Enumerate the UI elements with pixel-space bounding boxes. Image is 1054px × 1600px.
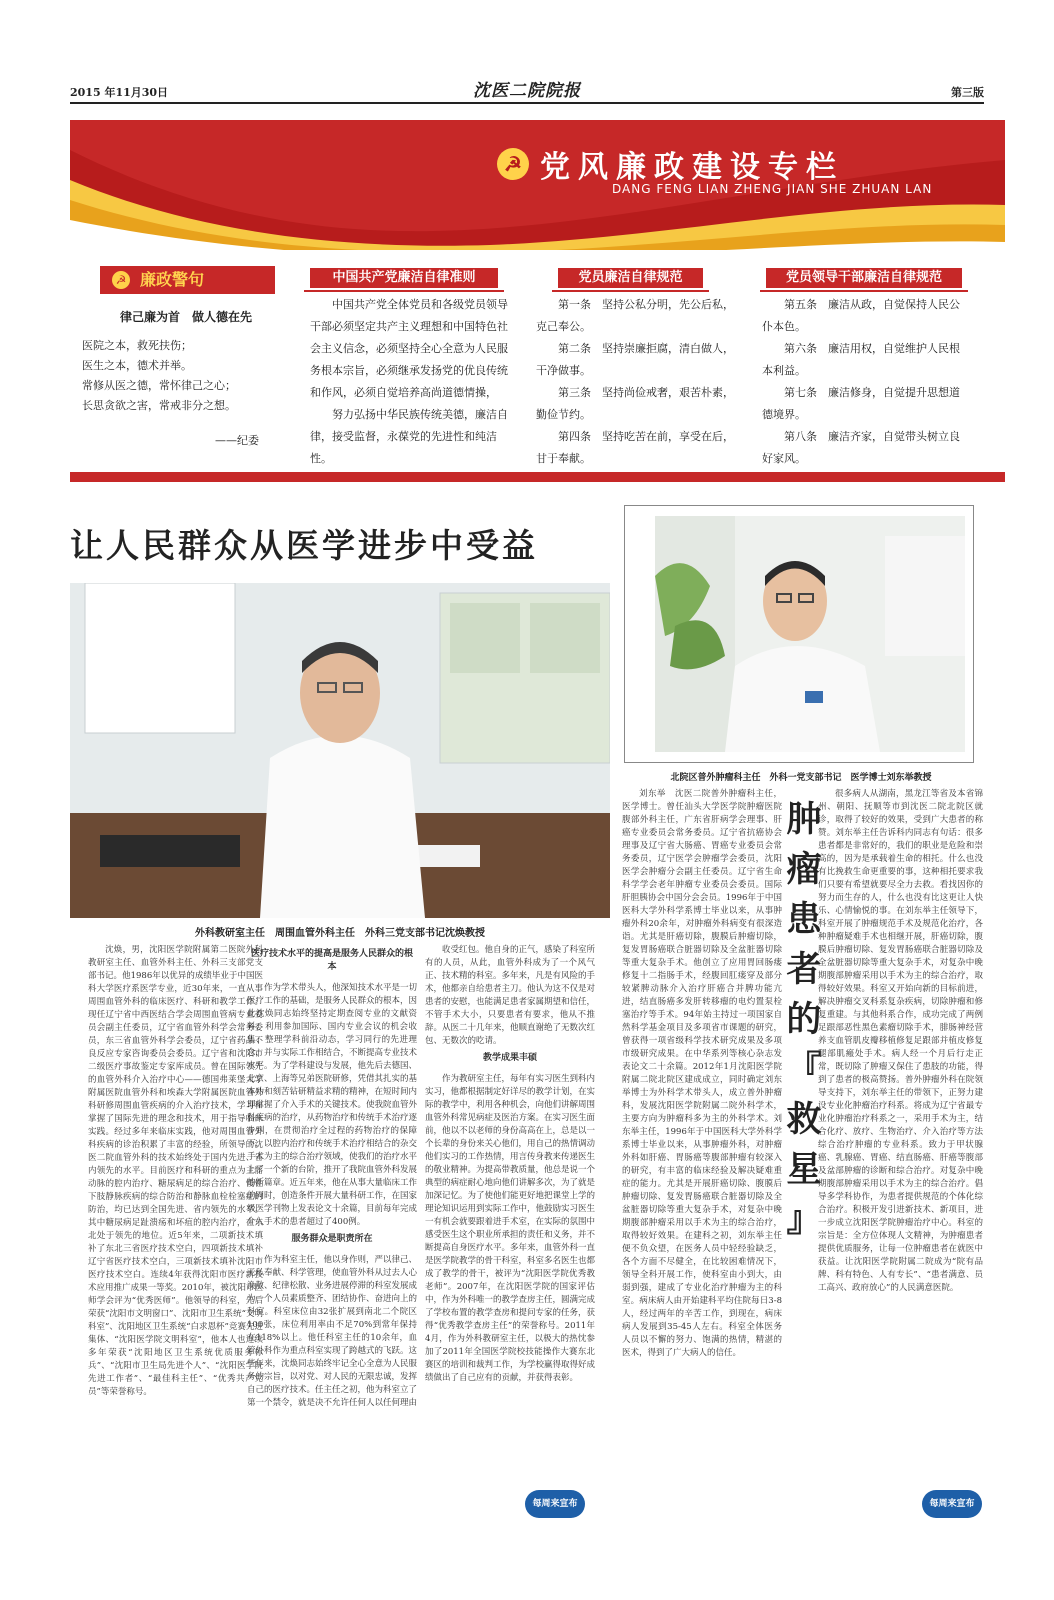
- headline-char: 患: [786, 900, 822, 940]
- members-articles: [536, 294, 741, 470]
- code-heading: 中国共产党廉洁自律准则: [310, 268, 498, 288]
- section-subheading: 教学成果丰硕: [482, 1053, 537, 1063]
- doctor-photo-liu: [655, 516, 965, 752]
- headline-char: 瘤: [786, 850, 822, 890]
- article-paragraph: 沈焕，男，沈阳医学院附属第二医院外科教研室主任、血管外科主任、外科三支部党支部书记。他1986年以优异的成绩毕业于中国医科大学医疗系医学专业，近30年来，一直从事周围血管外科的临床医疗、科研和教学工作。现任辽宁省中西医结合学会周围血管病专业委员会副主任委员，辽宁省血管外科学会常务委员，东三省血管外科学会委员，辽宁省药品不良反应专家咨询委员会委员。辽宁省和沈阳市二级医疗事故鉴定专家库成员。曾在国际领先的血管外科介入治疗中心——德国弗莱堡大学附属医院血管外科和埃森大学附属医院血管外科研修周围血管疾病的介入治疗技术，学习和掌握了国际先进的理念和技术，用于指导临床实践。经过多年来临床实践，他对周围血管外科疾病的诊治积累了丰富的经验，所领导的沈医二院血管外科的技术始终处于国内先进、省内领先的水平。目前医疗和科研的重点为主髂动脉的腔内治疗、糖尿病足的综合治疗、慢性下肢静脉疾病的综合防治和静脉血栓栓塞症的防治，均已达到全国先进、省内领先的水平。其中糖尿病足趾溃疡和坏疽的腔内治疗，在东北处于领先的地位。近5年来，二项新技术填补了东北三省医疗技术空白，四项新技术填补辽宁省医疗技术空白，三项新技术填补沈阳市医疗技术空白。连续4年获得沈阳市医疗新技术应用推广成果一等奖。2010年，被沈阳市医师学会评为“优秀医师”。他领导的科室，先后荣获“沈阳市文明窗口”、沈阳市卫生系统“文明科室”、沈阳地区卫生系统“白求恩杯”竞赛先进集体、“沈阳医学院文明科室”，他本人也连续多年荣获“沈阳地区卫生系统优质服务标兵”、“沈阳市卫生局先进个人”、“沈阳医学院先进工作者”、“最佳科主任”、“优秀共产党员”等荣誉称号。: [88, 945, 263, 1397]
- masthead: [70, 76, 984, 104]
- article-item: 第六条 廉洁用权，自觉维护人民根本利益。: [762, 342, 960, 377]
- article-item: 第二条 坚持崇廉拒腐，清白做人，干净做事。: [536, 342, 734, 377]
- article-item: 第七条 廉洁修身，自觉提升思想道德境界。: [762, 386, 960, 421]
- motto-lines: [82, 336, 236, 416]
- article-item: 第一条 坚持公私分明，先公后私，克己奉公。: [536, 298, 734, 333]
- banner-title: 党风廉政建设专栏: [540, 150, 844, 185]
- headline-char: 的: [786, 1000, 822, 1040]
- motto-line: 医院之本，救死扶伤；: [82, 339, 192, 352]
- photo-caption-shen: 外科教研室主任 周围血管外科主任 外科三党支部书记沈焕教授: [195, 928, 485, 939]
- article2-column-1: [622, 788, 782, 1360]
- headline-char: 者: [786, 950, 822, 990]
- headline-char: 星: [786, 1150, 822, 1190]
- banner-pinyin: DANG FENG LIAN ZHENG JIAN SHE ZHUAN LAN: [612, 182, 933, 196]
- regulations-panel: [70, 250, 1005, 482]
- headline-char: 『: [786, 1050, 822, 1090]
- members-heading: 党员廉洁自律规范: [558, 268, 703, 288]
- article-paragraph: 作为科室主任，他以身作则，严以律己、无私奉献、科学管理，使血管外科从过去人心涣散、纪律松散、业务进展停滞的科室发展成为一个人员素质整齐、团结协作、奋进向上的科室。科室床位由32张扩展到南北二个院区100张，床位利用率由不足70%到常年保持在118%以上。他任科室主任的10余年，血管外科作为重点科室实现了跨越式的飞跃。这些年来，沈焕同志始终牢记全心全意为人民服务的宗旨，以对党、对人民的无限忠诚，发挥自己的医疗技术。任主任之初，他为科室立了第一个禁令，就是决不允许任何人以任何理由: [247, 1255, 418, 1408]
- article-paragraph: 收受红包。他自身的正气，感染了科室所有的人员，从此，血管外科成为了一个风气正、技术精的科室。多年来，凡是有风险的手术，他都亲自给患者主刀。他认为这不仅是对患者的安慰，也能满足患者家属期望和信任，不管手术大小，只要患者有要求，他从不推辞。从医二十几年来，他顺直谢绝了无数次红包、无数次的吃请。: [425, 945, 596, 1046]
- article1-column-2: [247, 944, 417, 1410]
- motto-tag-label: 廉政警句: [140, 270, 205, 289]
- edition-label: 第三版: [951, 86, 984, 99]
- motto-signature: ——纪委: [215, 434, 259, 447]
- article-item: 第八条 廉洁齐家，自觉带头树立良好家风。: [762, 430, 960, 465]
- article-item: 第三条 坚持尚俭戒奢，艰苦朴素，勤俭节约。: [536, 386, 734, 421]
- article-paragraph: 作为教研室主任，每年有实习医生到科内实习，他都根据制定好详尽的教学计划，在实际的教学中，利用各种机会，向他们讲解周围血管外科常见病症及医治方案。在实习医生面前，他以不以老师的身份高高在上，总是以一个长辈的身份来关心他们，用自己的热情调动他们实习的工作热情，用言传身教来传递医生的敬业精神。为提高带教质量，他总是说一个典型的病症耐心地向他们讲解多次，为了就是加深记忆。为了使他们能更好地把课堂上学的理论知识运用到实际工作中，他鼓励实习医生一有机会就要跟着进手术室，在实际的氛围中感受医生这个职业所承担的责任和义务，并不断提高自身医疗水平。多年来，血管外科一直是医学院教学的骨干科室，科室多名医生也都成了教学的骨干，被评为“沈阳医学院优秀教老师”。2007年，在沈阳医学院的国家评估中，作为外科唯一的教学查房主任，圆满完成了学校布置的教学查房和提问专家的任务，获得“优秀教学查房主任”的荣誉称号。2011年4月，作为外科教研室主任，以极大的热忱参加了2011年全国医学院校技能操作大赛东北赛区的培训和裁判工作，为学校赢得取得好成绩做出了自己应有的贡献，并获得表彰。: [425, 1074, 596, 1383]
- motto-tag: [100, 266, 275, 294]
- headline-char: 肿: [786, 800, 822, 840]
- photo-caption-liu: 北院区普外肿瘤科主任 外科一党支部书记 医学博士刘东举教授: [670, 773, 932, 783]
- party-emblem-small-icon: ☭: [112, 271, 130, 289]
- issue-date: 2015 年11月30日: [70, 86, 169, 99]
- article-paragraph: 很多病人从湖南，黑龙江等省及本省锦州、朝阳、抚顺等市到沈医二院北院区就诊，取得了较好的效果，受到广大患者的称赞。刘东举主任告诉科内同志有句话：很多患者都是非常好的，我们的职业是危险和崇高的，因为是承载着生命的相托。什么也没有比挽救生命更重要的事，这种相托要求我们只要有希望就要尽全力去救。看找因你的努力而生存的人，什么也没有比这更让人快乐、心情愉悦的事。在刘东举主任领导下，科室开展了肿瘤规范手术及规范化治疗，各种肿瘤疑难手术也相继开展，肝癌切除，腹膜后肿瘤切除、复发胃肠癌联合脏器切除及全盆脏器切除等重大复杂手术，对复杂中晚期腹部肿瘤采用以手术为主的综合治疗，取得较好效果。科室又开始向新的目标前进，解决肿瘤交叉科系复杂疾病，切除肿瘤和修复重建。与其他科系合作，成功完成了两例足跟部恶性黑色素瘤切除手术，腓肠神经营养支血管肌皮瓣移植修复足跟部并植皮修复腿部肌瘢处手术。病人经一个月后行走正常，既切除了肿瘤又保住了患肢的功能，得到了患者的极高赞扬。普外肿瘤外科在院领导支持下，刘东举主任的带领下，正努力建设专业化肿瘤治疗科系。将成为辽宁省最专业化肿瘤治疗科系之一，采用手术为主，结合化疗、放疗、生物治疗、介入治疗等方法综合治疗肿瘤的专业科系。致力于甲状腺癌、乳腺癌、胃癌、结直肠癌、肝癌等腹部及盆部肿瘤的诊断和综合治疗。对复杂中晚期腹部肿瘤采用以手术为主的综合治疗。倡导多学科协作，为患者提供规范的个体化综合治疗。积极开发引进新技术、新项目，进一步成立沈阳医学院肿瘤治疗中心。科室的宗旨是：全方位体现人文精神，为肿瘤患者提供优质服务，让每一位肿瘤患者在就医中获益。让沈阳医学院附属二院成为“院有品牌、科有特色、人有专长”、“患者满意、员工高兴、政府放心”的人民满意医院。: [818, 789, 983, 1293]
- office-portrait-image: [655, 516, 965, 752]
- article-paragraph: 刘东举 沈医二院普外肿瘤科主任，医学博士。曾任汕头大学医学院肿瘤医院腹部外科主任，广东省肝病学会理事、肝癌专业委员会常务委员。辽宁省抗癌协会理事及辽宁省大肠癌、胃癌专业委员会常务委员，辽宁医学会肿瘤学会委员，沈阳医学会肿瘤分会副主任委员。辽宁省生命科学学会老年肿瘤专业委员会委员。国际肝胆胰协会中国分会会员。1996年于中国医科大学外科学系博士毕业以来，从事肿瘤外科20余年，对肿瘤外科病变有很深造诣。尤其是肝癌切除，腹膜后肿瘤切除，复发胃肠癌联合脏器切除及全盆脏器切除等重大复杂手术。他创立了应用胃回肠瘘修复十二指肠手术，经腹回肛瘘穿及部分较紧脾动脉介入治疗肝癌合并脾功能亢进，结直肠癌多发肝转移瘤的电灼置泵栓塞治疗等手术。94年始主持过一项国家自然科学基金项目及多项省市课题的研究，曾获得一项省级科学技术研究成果及多项市级研究成果。在中华系列等核心杂志发表论文二十余篇。2012年1月沈阳医学院附属二院北院区建成成立，同时确定刘东举博士为外科学术带头人，成立普外肿瘤科，发展沈阳医学院附属二院外科学术，主要方向为肿瘤科多为主的外科学术。刘东举主任，1996年于中国医科大学外科学系博士毕业以来，从事肿瘤外科，对肿瘤外科如肝癌、胃肠癌等腹部肿瘤有较深入的研究，有丰富的临床经验及解决疑难重症的能力。尤其是开展肝癌切除、腹膜后肿瘤切除、复发胃肠癌联合脏器切除及全盆脏器切除等重大复杂手术，对复杂中晚期腹部肿瘤采用以手术为主的综合治疗，取得较好效果。在建科之初，刘东举主任便不负众望，在医务人员中轻经验缺乏，各个方面不尽健全，在比较困难情况下，领导全科开展工作，使科室由小到大，由弱到强，建成了专业化治疗肿瘤为主的科室。病床病人由开始建科平均住院每日3-8人，经过两年的辛苦工作，到现在，病床病人发展到35-45人左右。科室全体医务人员以不懈的努力、饱满的热情，精湛的医术，得到了广大病人的信任。: [622, 789, 782, 1358]
- article1-column-1: [88, 944, 263, 1399]
- section-subheading: 服务群众是职责所在: [291, 1234, 373, 1244]
- weekly-announcement-stamp: 每周来宣布: [525, 1490, 585, 1518]
- code-paragraph: 努力弘扬中华民族传统美德，廉洁自律，接受监督，永葆党的先进性和纯洁性。: [310, 408, 508, 465]
- doctor-photo-frame-liu: [624, 505, 974, 763]
- weekly-announcement-stamp: 每周来宣布: [922, 1490, 982, 1518]
- headline-char: 救: [786, 1100, 822, 1140]
- article-item: 第四条 坚持吃苦在前，享受在后，甘于奉献。: [536, 430, 734, 465]
- doctor-photo-shen: [70, 583, 610, 918]
- leaders-articles: [762, 294, 967, 470]
- party-emblem-icon: ☭: [497, 148, 529, 180]
- paper-title: 沈医二院院报: [473, 81, 581, 101]
- section-subheading: 医疗技术水平的提高是服务人民群众的根本: [250, 949, 413, 972]
- motto-line: 医生之本，德术并举。: [82, 359, 192, 372]
- code-text: [310, 294, 515, 470]
- article-item: 第五条 廉洁从政，自觉保持人民公仆本色。: [762, 298, 960, 333]
- motto-heading: 律己廉为首 做人德在先: [120, 310, 253, 324]
- headline-char: 』: [786, 1200, 822, 1240]
- office-portrait-image: [70, 583, 610, 918]
- article-headline: 让人民群众从医学进步中受益: [70, 526, 538, 565]
- article1-column-3: [425, 944, 595, 1385]
- motto-line: 常修从医之德，常怀律己之心；: [82, 379, 236, 392]
- article2-column-2: [818, 788, 983, 1295]
- motto-line: 长思贪欲之害，常戒非分之想。: [82, 399, 236, 412]
- leaders-heading: 党员领导干部廉洁自律规范: [766, 268, 962, 288]
- code-paragraph: 中国共产党全体党员和各级党员领导干部必须坚定共产主义理想和中国特色社会主义信念，必须坚持全心全意为人民服务根本宗旨，必须继承发扬党的优良传统和作风，必须自觉培养高尚道德情操，: [310, 298, 508, 399]
- article-paragraph: 作为学术带头人，他深知技术水平是一切医疗工作的基础，是服务人民群众的根本，因此沈焕同志始终坚持定期查阅专业的文献资料，利用参加国际、国内专业会议的机会收集、整理学科前沿动态，学习同行的先进理念，并与实际工作相结合，不断提高专业技术水平。为了学科建设与发展，他先后去德国、北京、上海等兄弟医院研修，凭借其扎实的基本功和刻苦钻研精益求精的精神，在短时间内即掌握了介入手术的关键技术。使我院血管外科疾病的治疗，从药物治疗和传统手术治疗逐步到，在贯彻治疗全过程的药物治疗的保障下，以腔内治疗和传统手术治疗相结合的杂交手术为主的综合治疗领域，使我们的治疗水平上了一个新的台阶，推开了我院血管外科发展的新篇章。近五年来，他在从事大量临床工作的同时，创造条件开展大量科研工作，在国家级医学刊物上发表论文十余篇，目前每年完成介入手术的患者超过了400例。: [247, 983, 418, 1227]
